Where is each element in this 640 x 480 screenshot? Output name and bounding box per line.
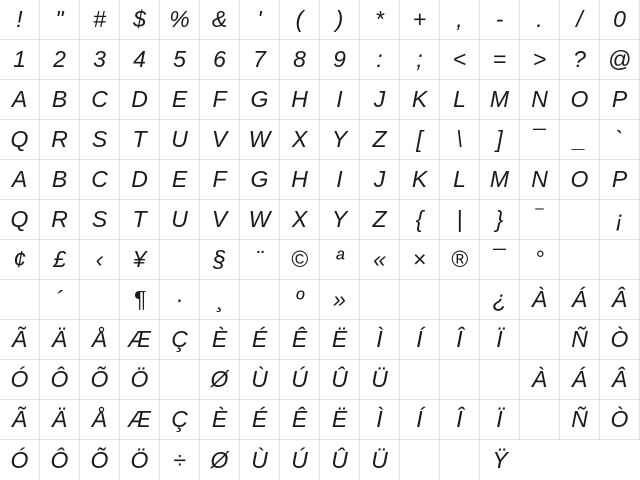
glyph-cell[interactable]: Z	[360, 200, 400, 240]
glyph-cell-empty	[160, 240, 200, 280]
glyph-cell[interactable]: -	[480, 0, 520, 40]
glyph-cell[interactable]: J	[360, 160, 400, 200]
glyph-cell[interactable]: N	[520, 80, 560, 120]
glyph-cell[interactable]: :	[360, 40, 400, 80]
glyph-cell[interactable]: À	[520, 360, 560, 400]
glyph-cell[interactable]: Ø	[200, 440, 240, 480]
glyph-cell[interactable]: U	[160, 120, 200, 160]
glyph-cell[interactable]: J	[360, 80, 400, 120]
glyph-cell[interactable]: ‹	[80, 240, 120, 280]
glyph-cell-empty	[160, 360, 200, 400]
glyph-cell[interactable]: »	[320, 280, 360, 320]
glyph-cell[interactable]: C	[80, 160, 120, 200]
glyph-cell[interactable]: Á	[560, 280, 600, 320]
glyph-cell[interactable]: E	[160, 80, 200, 120]
glyph-cell[interactable]: Ñ	[560, 400, 600, 440]
glyph-cell[interactable]: ¥	[120, 240, 160, 280]
glyph-cell-empty	[600, 240, 640, 280]
glyph-cell[interactable]: È	[200, 400, 240, 440]
glyph-cell[interactable]: M	[480, 80, 520, 120]
glyph-cell[interactable]: Ì	[360, 320, 400, 360]
glyph-cell[interactable]: Ë	[320, 400, 360, 440]
glyph-cell[interactable]: A	[0, 160, 40, 200]
glyph-cell[interactable]: S	[80, 120, 120, 160]
glyph-cell[interactable]: L	[440, 160, 480, 200]
glyph-cell[interactable]: H	[280, 80, 320, 120]
glyph-cell[interactable]: I	[320, 80, 360, 120]
glyph-cell[interactable]: Ë	[320, 320, 360, 360]
glyph-cell[interactable]: N	[520, 160, 560, 200]
glyph-cell[interactable]: Ø	[200, 360, 240, 400]
glyph-cell[interactable]: +	[400, 0, 440, 40]
glyph-cell[interactable]: V	[200, 200, 240, 240]
glyph-cell[interactable]: $	[120, 0, 160, 40]
glyph-cell[interactable]: O	[560, 160, 600, 200]
glyph-cell[interactable]: Ÿ	[492, 446, 508, 473]
glyph-cell[interactable]: Ú	[280, 360, 320, 400]
glyph-cell[interactable]: Î	[440, 320, 480, 360]
glyph-cell[interactable]: Ã	[0, 320, 40, 360]
glyph-cell[interactable]: ª	[320, 240, 360, 280]
glyph-cell[interactable]: ¯	[520, 120, 560, 160]
glyph-cell[interactable]: '	[240, 0, 280, 40]
glyph-cell[interactable]: 9	[320, 40, 360, 80]
glyph-cell[interactable]: ©	[280, 240, 320, 280]
glyph-cell[interactable]: #	[80, 0, 120, 40]
glyph-cell[interactable]: Ò	[600, 320, 640, 360]
glyph-cell[interactable]: 6	[200, 40, 240, 80]
glyph-cell[interactable]: 3	[80, 40, 120, 80]
glyph-cell[interactable]: )	[320, 0, 360, 40]
glyph-cell[interactable]: T	[120, 200, 160, 240]
glyph-cell[interactable]: ‾	[520, 200, 560, 240]
glyph-cell[interactable]: Ù	[240, 440, 280, 480]
glyph-cell[interactable]: G	[240, 80, 280, 120]
glyph-cell[interactable]: ¯	[480, 240, 520, 280]
glyph-cell[interactable]: °	[520, 240, 560, 280]
glyph-cell[interactable]: ¢	[0, 240, 40, 280]
glyph-cell-empty	[360, 280, 400, 320]
glyph-cell[interactable]: P	[600, 80, 640, 120]
glyph-cell[interactable]: Q	[0, 200, 40, 240]
glyph-cell[interactable]: Ñ	[560, 320, 600, 360]
glyph-cell[interactable]: Í	[400, 400, 440, 440]
glyph-cell[interactable]: ;	[400, 40, 440, 80]
glyph-cell[interactable]: R	[40, 200, 80, 240]
glyph-cell[interactable]: S	[80, 200, 120, 240]
glyph-cell[interactable]: Û	[320, 440, 360, 480]
glyph-cell[interactable]: !	[0, 0, 40, 40]
glyph-cell[interactable]: C	[80, 80, 120, 120]
glyph-cell[interactable]: Ö	[120, 440, 160, 480]
glyph-cell[interactable]: Ô	[40, 440, 80, 480]
glyph-cell-empty	[400, 360, 440, 400]
glyph-cell[interactable]: £	[40, 240, 80, 280]
empty-area	[520, 440, 640, 480]
glyph-cell-empty	[480, 360, 520, 400]
glyph-cell[interactable]: H	[280, 160, 320, 200]
glyph-cell[interactable]: «	[360, 240, 400, 280]
glyph-cell-empty	[240, 280, 280, 320]
glyph-cell[interactable]: ?	[560, 40, 600, 80]
glyph-cell[interactable]: M	[480, 160, 520, 200]
glyph-cell[interactable]: Ö	[120, 360, 160, 400]
glyph-cell[interactable]: 0	[600, 0, 640, 40]
glyph-cell[interactable]: K	[400, 80, 440, 120]
glyph-cell[interactable]: Æ	[120, 320, 160, 360]
glyph-cell[interactable]: Ó	[0, 360, 40, 400]
glyph-cell[interactable]: º	[280, 280, 320, 320]
glyph-cell[interactable]: V	[200, 120, 240, 160]
glyph-cell[interactable]: ¿	[480, 280, 520, 320]
glyph-cell[interactable]: Ú	[280, 440, 320, 480]
glyph-cell[interactable]: R	[40, 120, 80, 160]
glyph-cell[interactable]: 1	[0, 40, 40, 80]
glyph-cell[interactable]: @	[600, 40, 640, 80]
glyph-cell[interactable]: Ç	[160, 320, 200, 360]
glyph-cell[interactable]: K	[400, 160, 440, 200]
glyph-cell[interactable]: .	[520, 0, 560, 40]
glyph-cell[interactable]: W	[240, 200, 280, 240]
glyph-cell[interactable]: §	[200, 240, 240, 280]
glyph-cell[interactable]: ®	[440, 240, 480, 280]
glyph-cell-empty	[560, 200, 600, 240]
glyph-cell[interactable]: {	[400, 200, 440, 240]
glyph-cell[interactable]: ¨	[240, 240, 280, 280]
glyph-cell[interactable]: À	[520, 280, 560, 320]
glyph-cell[interactable]: U	[160, 200, 200, 240]
glyph-cell[interactable]: ,	[440, 0, 480, 40]
glyph-cell[interactable]: Ï	[480, 400, 520, 440]
glyph-cell-empty	[440, 280, 480, 320]
glyph-cell[interactable]: Æ	[120, 400, 160, 440]
glyph-cell[interactable]: (	[280, 0, 320, 40]
glyph-cell[interactable]: Y	[320, 120, 360, 160]
glyph-cell[interactable]: Å	[80, 320, 120, 360]
glyph-cell[interactable]: F	[200, 160, 240, 200]
glyph-cell[interactable]: ·	[160, 280, 200, 320]
glyph-cell[interactable]: ¡	[600, 200, 640, 240]
glyph-cell[interactable]: 7	[240, 40, 280, 80]
glyph-cell[interactable]: 4	[120, 40, 160, 80]
glyph-cell[interactable]: Ç	[160, 400, 200, 440]
glyph-cell[interactable]: I	[320, 160, 360, 200]
glyph-cell[interactable]: È	[200, 320, 240, 360]
glyph-cell[interactable]: `	[600, 120, 640, 160]
glyph-cell[interactable]: ¶	[120, 280, 160, 320]
glyph-cell[interactable]: Õ	[80, 440, 120, 480]
glyph-cell[interactable]: Â	[600, 360, 640, 400]
glyph-cell[interactable]: Ä	[40, 400, 80, 440]
glyph-cell[interactable]: L	[440, 80, 480, 120]
glyph-cell[interactable]: Ü	[360, 440, 400, 480]
glyph-cell[interactable]: _	[560, 120, 600, 160]
glyph-cell-empty	[440, 440, 480, 480]
glyph-cell[interactable]: F	[200, 80, 240, 120]
glyph-cell[interactable]: B	[40, 160, 80, 200]
glyph-cell-empty	[560, 240, 600, 280]
glyph-cell[interactable]: Ô	[40, 360, 80, 400]
glyph-cell[interactable]: T	[120, 120, 160, 160]
glyph-cell[interactable]: G	[240, 160, 280, 200]
glyph-cell[interactable]: 5	[160, 40, 200, 80]
glyph-cell-empty	[0, 280, 40, 320]
glyph-cell[interactable]: X	[280, 120, 320, 160]
glyph-cell[interactable]: %	[160, 0, 200, 40]
glyph-cell-empty	[400, 280, 440, 320]
glyph-cell[interactable]: *	[360, 0, 400, 40]
glyph-cell[interactable]: ´	[40, 280, 80, 320]
glyph-cell[interactable]: Q	[0, 120, 40, 160]
glyph-cell[interactable]: P	[600, 160, 640, 200]
glyph-cell[interactable]: =	[480, 40, 520, 80]
glyph-cell[interactable]: ¸	[200, 280, 240, 320]
glyph-cell[interactable]: Õ	[80, 360, 120, 400]
glyph-cell[interactable]: Ü	[360, 360, 400, 400]
glyph-cell[interactable]: ×	[400, 240, 440, 280]
glyph-cell-empty	[520, 400, 560, 440]
glyph-cell[interactable]: Ê	[280, 400, 320, 440]
glyph-cell[interactable]: Z	[360, 120, 400, 160]
glyph-cell[interactable]: Á	[560, 360, 600, 400]
glyph-cell[interactable]: ÷	[160, 440, 200, 480]
glyph-cell-empty	[400, 440, 440, 480]
glyph-cell[interactable]: Ù	[240, 360, 280, 400]
glyph-cell[interactable]: Ä	[40, 320, 80, 360]
glyph-cell[interactable]: Ò	[600, 400, 640, 440]
glyph-cell[interactable]: Å	[80, 400, 120, 440]
glyph-cell-empty	[520, 320, 560, 360]
glyph-cell[interactable]: A	[0, 80, 40, 120]
glyph-cell[interactable]: Â	[600, 280, 640, 320]
glyph-cell[interactable]: <	[440, 40, 480, 80]
glyph-cell[interactable]: É	[240, 400, 280, 440]
glyph-cell[interactable]: Ì	[360, 400, 400, 440]
glyph-cell[interactable]: W	[240, 120, 280, 160]
glyph-cell[interactable]: Ê	[280, 320, 320, 360]
glyph-cell[interactable]: ]	[480, 120, 520, 160]
glyph-cell[interactable]: 2	[40, 40, 80, 80]
glyph-cell[interactable]: Î	[440, 400, 480, 440]
glyph-cell-empty	[80, 280, 120, 320]
glyph-cell[interactable]: B	[40, 80, 80, 120]
glyph-cell[interactable]: O	[560, 80, 600, 120]
glyph-cell[interactable]: 8	[280, 40, 320, 80]
glyph-cell[interactable]: É	[240, 320, 280, 360]
glyph-cell[interactable]: Ã	[0, 400, 40, 440]
glyph-cell[interactable]: &	[200, 0, 240, 40]
glyph-cell[interactable]: |	[440, 200, 480, 240]
glyph-cell-empty	[440, 360, 480, 400]
glyph-cell[interactable]: D	[120, 80, 160, 120]
glyph-cell[interactable]: Í	[400, 320, 440, 360]
glyph-cell[interactable]: Ï	[480, 320, 520, 360]
glyph-cell[interactable]: /	[560, 0, 600, 40]
glyph-cell[interactable]: Ó	[0, 440, 40, 480]
glyph-cell[interactable]: E	[160, 160, 200, 200]
glyph-cell[interactable]: Û	[320, 360, 360, 400]
glyph-cell[interactable]: >	[520, 40, 560, 80]
glyph-cell[interactable]: Y	[320, 200, 360, 240]
glyph-cell[interactable]: D	[120, 160, 160, 200]
glyph-cell[interactable]: [	[400, 120, 440, 160]
glyph-cell[interactable]: X	[280, 200, 320, 240]
glyph-cell[interactable]: "	[40, 0, 80, 40]
glyph-cell[interactable]: \	[440, 120, 480, 160]
glyph-cell[interactable]: }	[480, 200, 520, 240]
